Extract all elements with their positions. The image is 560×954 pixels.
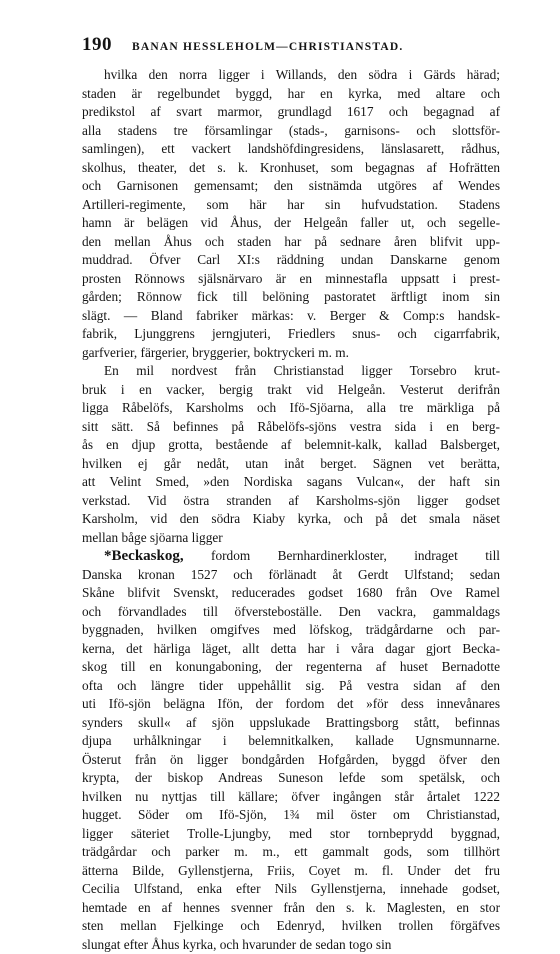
text-line xyxy=(82,751,500,770)
line-text: predikstol af svart marmor, grundlagd 1617 och begagnad af xyxy=(82,104,500,119)
text-line xyxy=(82,381,500,400)
text-line xyxy=(82,584,500,603)
line-text: Danska kronan 1527 och förlänadt åt Gerdt Ulfstand; sedan xyxy=(82,567,500,582)
text-line xyxy=(82,455,500,474)
text-line xyxy=(82,270,500,289)
text-line xyxy=(82,473,500,492)
text-line xyxy=(82,899,500,918)
line-text: kerna, det härliga läget, allt detta har i våra dagar gjort Becka- xyxy=(82,641,500,656)
text-line xyxy=(82,122,500,141)
line-text: hvilka den norra ligger i Willands, den södra i Gärds härad; xyxy=(104,67,500,82)
line-text: djupa urhålkningar i belemnitkalken, kallade Ugnsmunnarne. xyxy=(82,733,500,748)
line-text: fabrik, Ljunggrens jerngjuteri, Friedlers snus- och cigarrfabrik, xyxy=(82,326,500,341)
line-text: sten mellan Fjelkinge och Edenryd, hvilken trollen förgäfves xyxy=(82,918,500,933)
text-line xyxy=(82,159,500,178)
text-line xyxy=(82,880,500,899)
text-line xyxy=(82,862,500,881)
line-text: Österut från ön ligger bondgården Hofgården, byggd öfver den xyxy=(82,752,500,767)
text-line xyxy=(82,288,500,307)
text-line xyxy=(82,843,500,862)
line-text: Karsholm, vid den södra Kiaby kyrka, och på det smala näset xyxy=(82,511,500,526)
line-text: samlingen), ett vackert landshöfdingresidens, länslasarett, rådhus, xyxy=(82,141,500,156)
text-line xyxy=(82,177,500,196)
text-line xyxy=(82,566,500,585)
text-line xyxy=(82,492,500,511)
line-text: bruk i en vacker, bergig trakt vid Helgeån. Vesterut derifrån xyxy=(82,382,500,397)
text-line xyxy=(82,251,500,270)
text-line xyxy=(82,640,500,659)
text-line xyxy=(82,769,500,788)
line-text: synders skull« af sjön uppslukade Brattingsborg stått, befinnas xyxy=(82,715,500,730)
text-line xyxy=(82,732,500,751)
line-text: trädgårdar och parker m. m., ett gammalt gods, som tillhört xyxy=(82,844,500,859)
line-text: ofta och längre tider uppehållit sig. På vestra sidan af den xyxy=(82,678,500,693)
text-line xyxy=(82,66,500,85)
body-text xyxy=(82,66,500,954)
line-text: byggnaden, hvilken omgifves med löfskog, trädgårdarne och par- xyxy=(82,622,500,637)
line-text: den mellan Åhus och staden har på sednare åren blifvit upp- xyxy=(82,234,500,249)
line-text: Artilleri-regimente, som här har sin hufvudstation. Stadens xyxy=(82,197,500,212)
text-line xyxy=(82,677,500,696)
line-text: skolhus, theater, det s. k. Kronhuset, som begagnas af Hofrätten xyxy=(82,160,500,175)
text-line xyxy=(82,85,500,104)
text-line xyxy=(82,695,500,714)
text-line xyxy=(82,436,500,455)
line-text: hvilken nu nyttjas till källare; öfver ingången står årtalet 1222 xyxy=(82,789,500,804)
text-line xyxy=(82,325,500,344)
entry-lemma: *Beckaskog, xyxy=(104,548,184,564)
text-line xyxy=(82,510,500,529)
line-text: ås en djup grotta, bestående af belemnit-kalk, kallad Balsberget, xyxy=(82,437,500,452)
line-text: slägt. — Bland fabriker märkas: v. Berger & Comp:s handsk- xyxy=(82,308,500,323)
line-text: Skåne blifvit Svenskt, reducerades godset 1680 från Ove Ramel xyxy=(82,585,500,600)
line-text: hvilken ej går nedåt, utan inåt berget. Sägnen vet berätta, xyxy=(82,456,500,471)
text-line xyxy=(82,418,500,437)
text-line xyxy=(82,806,500,825)
line-text: sitt sätt. Så befinnes på Råbelöfs-sjöns vestra sida i en berg- xyxy=(82,419,500,434)
line-text: skog till en konungaboning, der regenterna af huset Bernadotte xyxy=(82,659,500,674)
page-header xyxy=(82,34,500,66)
line-text: hamn är belägen vid Åhus, der Helgeån faller ut, och segelle- xyxy=(82,215,500,230)
line-text: hugget. Söder om Ifö-Sjön, 1¾ mil öster om Christianstad, xyxy=(82,807,500,822)
text-line xyxy=(82,603,500,622)
line-text: fordom Bernhardinerkloster, indraget till xyxy=(211,548,500,563)
text-line xyxy=(82,233,500,252)
text-line xyxy=(82,621,500,640)
line-text: krypta, der biskop Andreas Suneson lefde som spetälsk, och xyxy=(82,770,500,785)
text-line xyxy=(82,529,500,548)
text-line xyxy=(82,196,500,215)
page-number: 190 xyxy=(82,34,112,56)
line-text: garfverier, färgerier, bryggerier, boktryckeri m. m. xyxy=(82,345,349,360)
line-text: ligga Råbelöfs, Karsholms och Ifö-Sjöarna, alla tre märkliga på xyxy=(82,400,500,415)
text-line xyxy=(82,399,500,418)
paragraph xyxy=(82,547,500,954)
paragraph xyxy=(82,362,500,547)
text-line xyxy=(82,307,500,326)
line-text: och Garnisonen gemensamt; den sistnämda utgöres af Wendes xyxy=(82,178,500,193)
line-text: slungat efter Åhus kyrka, och hvarunder de sedan togo sin xyxy=(82,937,391,952)
line-text: staden är regelbundet byggd, har en kyrka, med altare och xyxy=(82,86,500,101)
line-text: alla stadens tre församlingar (stads-, garnisons- och slottsför- xyxy=(82,123,500,138)
text-line xyxy=(82,547,500,566)
line-text: hemtade en af hennes svenner från den s. k. Maglesten, en stor xyxy=(82,900,500,915)
text-line xyxy=(82,362,500,381)
line-text: ligger säteriet Trolle-Ljungby, med stor tornbeprydd byggnad, xyxy=(82,826,500,841)
line-text: gården; Rönnow fick till belöning pastoratet ärftligt inom sin xyxy=(82,289,500,304)
text-line xyxy=(82,140,500,159)
text-line xyxy=(82,825,500,844)
line-text: uti Ifö-sjön belägna Ifön, der fordom det »för dess innevånares xyxy=(82,696,500,711)
line-text: muddrad. Öfver Carl XI:s räddning undan Danskarne genom xyxy=(82,252,500,267)
text-line xyxy=(82,936,500,954)
text-line xyxy=(82,344,500,363)
line-text: ätterna Bilde, Gyllenstjerna, Friis, Coyet m. fl. Under det fru xyxy=(82,863,500,878)
line-text: mellan båge sjöarna ligger xyxy=(82,530,223,545)
text-line xyxy=(82,714,500,733)
line-text: att Velint Smed, »den Nordiska sagans Vulcan«, der haft sin xyxy=(82,474,500,489)
text-line xyxy=(82,917,500,936)
text-line xyxy=(82,658,500,677)
text-line xyxy=(82,103,500,122)
running-title: BANAN HESSLEHOLM—CHRISTIANSTAD. xyxy=(132,41,404,53)
line-text: verkstad. Vid östra stranden af Karsholms-sjön ligger godset xyxy=(82,493,500,508)
line-text: prosten Rönnows själsnärvaro är en minnestafla uppsatt i prest- xyxy=(82,271,500,286)
text-line xyxy=(82,788,500,807)
text-line xyxy=(82,214,500,233)
line-text: och förvandlades till öfversteboställe. Den vackra, gammaldags xyxy=(82,604,500,619)
line-text: En mil nordvest från Christianstad ligger Torsebro krut- xyxy=(104,363,500,378)
line-text: Cecilia Ulfstand, enka efter Nils Gyllenstjerna, innehade godset, xyxy=(82,881,500,896)
paragraph xyxy=(82,66,500,362)
